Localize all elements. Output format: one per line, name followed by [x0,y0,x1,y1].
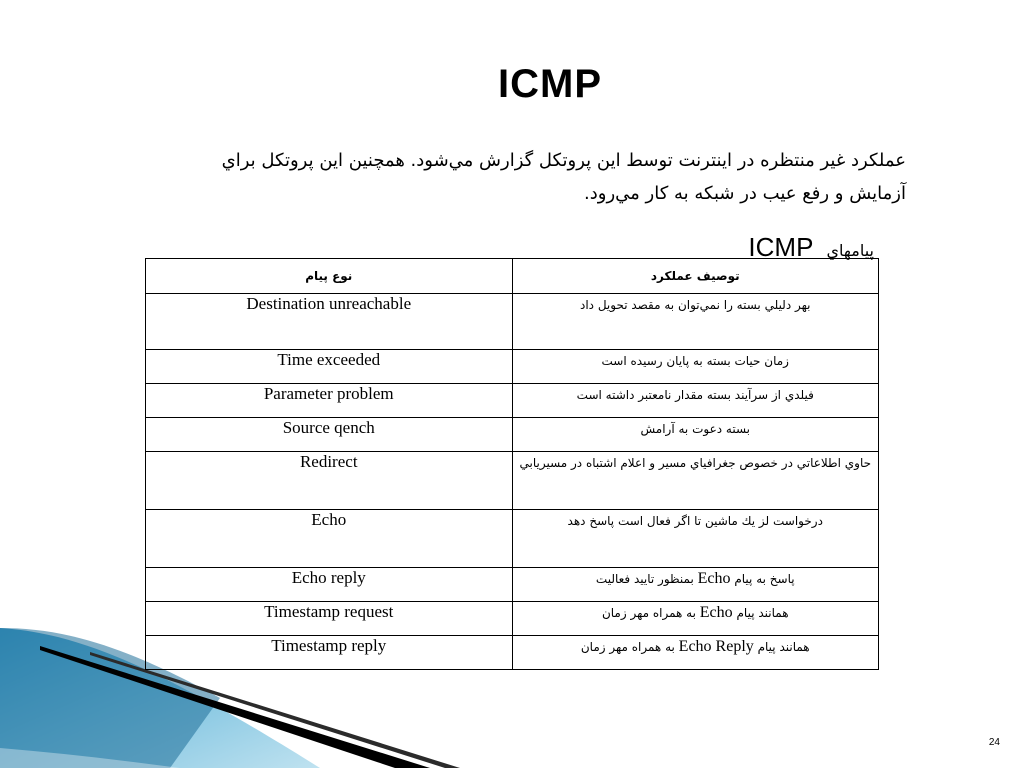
message-name: Destination unreachable [146,294,513,350]
message-name: Timestamp request [146,602,513,636]
table-row [146,350,879,384]
intro-paragraph: عملكرد غير منتظره در اينترنت توسط اين پروتكل گزارش مي‌شود. همچنين اين پروتكل براي آزمايش و رفع عيب در شبكه به كار مي‌رود. [221,150,906,204]
caption-term: ICMP [748,232,814,262]
table-row [146,510,879,568]
table-row [146,452,879,510]
table-row [146,418,879,452]
message-description: فيلدي از سرآيند بسته مقدار نامعتبر داشته است [512,384,879,418]
table-row [146,602,879,636]
message-name: Parameter problem [146,384,513,418]
message-description: درخواست لز يك ماشين تا اگر فعال است پاسخ دهد [512,510,879,568]
message-description [512,636,879,670]
description-term: Echo Reply [678,638,754,655]
description-suffix: بمنظور تاييد فعاليت [595,572,694,586]
message-name: Time exceeded [146,350,513,384]
message-name: Redirect [146,452,513,510]
icmp-messages-table [145,258,879,670]
message-description [512,568,879,602]
description-term: Echo [699,604,733,621]
table-row [146,384,879,418]
message-name: Echo reply [146,568,513,602]
description-prefix: همانند پيام [757,640,810,654]
message-description: بسته دعوت به آرامش [512,418,879,452]
table-row [146,294,879,350]
table-header-row [146,259,879,294]
page-number: 24 [988,737,1000,748]
column-header-description: توصيف عملكرد [512,259,879,294]
caption-prefix: پيامهاي [826,241,874,260]
message-name: Echo [146,510,513,568]
description-suffix: به همراه مهر زمان [601,606,696,620]
message-description: زمان حيات بسته به پايان رسيده است [512,350,879,384]
description-prefix: همانند پيام [736,606,789,620]
table-row [146,568,879,602]
column-header-name: نوع پيام [146,259,513,294]
slide-title: ICMP [498,62,602,106]
message-name: Timestamp reply [146,636,513,670]
table-row [146,636,879,670]
message-description: حاوي اطلاعاتي در خصوص جغرافياي مسير و اعلام اشتباه در مسيريابي [512,452,879,510]
description-prefix: پاسخ به پيام [734,572,795,586]
message-description: بهر دليلي بسته را نمي‌توان به مقصد تحويل داد [512,294,879,350]
message-name: Source qench [146,418,513,452]
description-suffix: به همراه مهر زمان [580,640,675,654]
message-description [512,602,879,636]
description-term: Echo [697,570,731,587]
